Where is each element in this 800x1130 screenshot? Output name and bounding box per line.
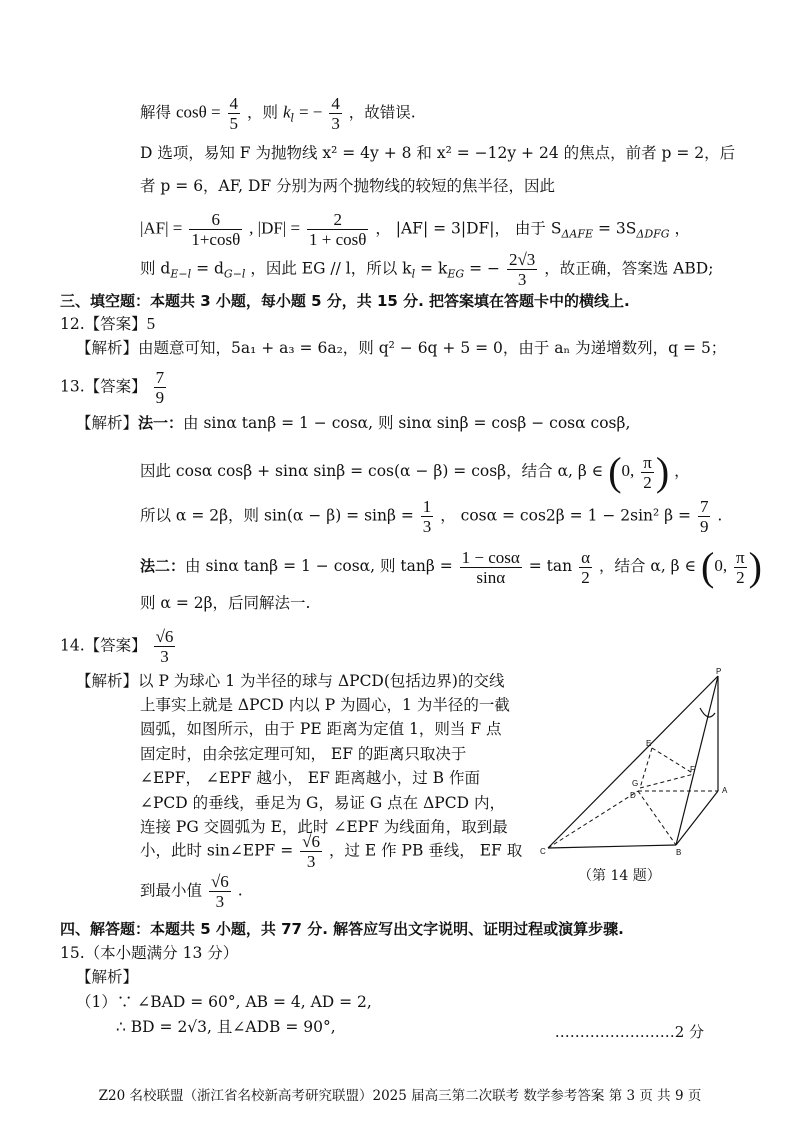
- fraction: $\frac{4}{3}$: [331, 94, 340, 133]
- text: ，结合 α, β ∈: [598, 557, 697, 575]
- q12-label: 12.【答案】: [60, 315, 147, 333]
- subscript: l: [411, 267, 416, 281]
- text: ，则: [246, 103, 278, 122]
- paren-left: (: [701, 544, 715, 589]
- edge-cd-hidden: [548, 791, 638, 848]
- segment-gf: [640, 774, 694, 788]
- fraction: $\frac{\pi}{2}$: [643, 452, 652, 492]
- text: ， cosα = cos2β = 1 − 2sin² β =: [440, 506, 692, 525]
- fraction: $\frac{√6}{3}$: [302, 832, 321, 871]
- q15-analysis-label: 【解析】: [76, 968, 139, 986]
- q14-line2: 上事实上就是 ΔPCD 内以 P 为圆心，1 为半径的一截: [140, 696, 510, 714]
- q14-line9: [140, 872, 243, 911]
- q13-method1-line2: [140, 449, 690, 494]
- d-opt-line1: [140, 94, 416, 133]
- fig-label-b: B: [676, 848, 682, 857]
- q14-figure: [540, 668, 740, 883]
- edge-cb: [548, 845, 676, 848]
- q13-label: 13.【答案】: [60, 377, 147, 396]
- text: = 3S: [597, 219, 637, 238]
- q14-label: 14.【答案】: [60, 636, 147, 655]
- q13-answer: [60, 368, 168, 407]
- d-opt-line5: [140, 250, 713, 289]
- fig-label-g: G: [632, 779, 639, 788]
- text: ，因此 EG // l，所以 k: [250, 259, 412, 278]
- subscript: l: [290, 111, 295, 125]
- q14-answer-value: $\frac{√6}{3}$: [155, 627, 174, 666]
- text: ， |AF| = 3|DF|， 由于 S: [375, 219, 562, 238]
- q15-line1: （1）∵ ∠BAD = 60°, AB = 4, AD = 2,: [76, 993, 372, 1011]
- q15-line2: ∴ BD = 2√3, 且∠ADB = 90°,: [116, 1018, 336, 1036]
- q14-line5: ∠EPF， ∠EPF 越小， EF 距离越小，过 B 作面: [140, 769, 480, 787]
- q13-answer-value: $\frac{7}{9}$: [155, 368, 165, 407]
- text: ，: [674, 462, 690, 480]
- fig-label-e: E: [646, 739, 652, 748]
- analysis-label: 【解析】: [76, 672, 139, 690]
- q14-line7: 连接 PG 交圆弧为 E，此时 ∠EPF 为线面角，取到最: [140, 818, 508, 836]
- text: 解得: [140, 103, 172, 122]
- text: = −: [469, 259, 501, 278]
- segment-eg: [640, 748, 652, 788]
- text: 由 sinα tanβ = 1 − cosα, 则 sinα sinβ = cosβ − cosα cosβ,: [183, 414, 631, 432]
- text: ，: [674, 219, 691, 238]
- fig-label-d: D: [630, 791, 636, 800]
- text: 小，此时 sin∠EPF =: [140, 841, 294, 860]
- q14-line6: ∠PCD 的垂线，垂足为 G，易证 G 点在 ΔPCD 内，: [140, 794, 505, 812]
- edge-pc: [548, 676, 718, 848]
- q12-answer: [60, 314, 155, 334]
- d-opt-line2: D 选项，易知 F 为抛物线 x² = 4y + 8 和 x² = −12y + 24 的焦点，前者 p = 2，后: [140, 144, 736, 162]
- d-opt-line3: 者 p = 6，AF, DF 分别为两个抛物线的较短的焦半径，因此: [140, 177, 556, 195]
- text: ，故错误.: [348, 103, 416, 122]
- fraction: $\frac{1 - \cos\alpha}{\sin\alpha}$: [461, 547, 520, 587]
- q15-score: ……………………2 分: [554, 1023, 704, 1041]
- text: 所以 α = 2β，则 sin(α − β) = sinβ =: [140, 506, 414, 525]
- analysis-label: 【解析】: [76, 339, 139, 357]
- q13-method1-line3: [140, 497, 722, 536]
- subscript: EG: [447, 267, 465, 281]
- fraction: $\frac{6}{1+\cos\theta}$: [191, 210, 241, 249]
- text: ，过 E 作 PB 垂线， EF 取: [328, 841, 523, 860]
- fraction: $\frac{\pi}{2}$: [736, 547, 745, 587]
- fraction: $\frac{2}{1 + \cos\theta}$: [309, 210, 367, 249]
- fraction: $\frac{7}{9}$: [699, 497, 709, 536]
- fraction: $\frac{2√3}{3}$: [508, 250, 536, 289]
- q14-line1: [76, 671, 504, 691]
- subscript: G−l: [223, 267, 246, 281]
- segment-ef: [652, 748, 694, 774]
- subscript: ΔDFG: [636, 227, 670, 241]
- math: cosθ =: [175, 102, 221, 122]
- subscript: E−l: [170, 267, 192, 281]
- page-footer: Z20 名校联盟（浙江省名校新高考研究联盟）2025 届高三第二次联考 数学参考答案 第 3 页 共 9 页: [98, 1088, 702, 1104]
- paren-right: ): [748, 544, 762, 589]
- text: 因此 cosα cosβ + sinα sinβ = cos(α − β) = cosβ，结合 α, β ∈: [140, 462, 604, 480]
- q12-answer-value: 5: [146, 314, 156, 333]
- q13-method1-line1: [76, 413, 630, 433]
- q13-method2-line2: 则 α = 2β，后同解法一.: [140, 594, 311, 612]
- paren-left: (: [608, 449, 622, 494]
- fraction: $\frac{√6}{3}$: [210, 872, 229, 911]
- q13-method2-line1: [140, 544, 762, 589]
- text: 则 d: [140, 259, 171, 278]
- text: 到最小值: [140, 881, 203, 900]
- math: 0,: [714, 556, 728, 575]
- fig-label-a: A: [722, 786, 728, 795]
- paren-right: ): [655, 449, 670, 494]
- section-3-title: 三、填空题：本题共 3 小题，每小题 5 分，共 15 分. 把答案填在答题卡中的横线上.: [60, 292, 630, 310]
- math: = −: [298, 102, 323, 122]
- method-label: 法二：: [140, 557, 186, 575]
- text: 以 P 为球心 1 为半径的球与 ΔPCD(包括边界)的交线: [138, 672, 505, 690]
- text: 由题意可知，5a₁ + a₃ = 6a₂，则 q² − 6q + 5 = 0，由于 aₙ 为递增数列，q = 5；: [138, 339, 727, 357]
- q14-line8: [140, 832, 522, 871]
- fraction: $\frac{1}{3}$: [422, 497, 432, 536]
- text: = k: [420, 259, 448, 278]
- text: .: [717, 506, 723, 525]
- math: , |DF| =: [249, 218, 301, 238]
- fig-label-f: F: [690, 765, 695, 774]
- q14-line4: 固定时，由余弦定理可知， EF 的距离只取决于: [140, 745, 467, 763]
- math: |AF| =: [140, 218, 183, 238]
- fraction: $\frac{4}{5}$: [229, 94, 239, 133]
- q14-line3: 圆弧，如图所示，由于 PE 距离为定值 1，则当 F 点: [140, 720, 502, 738]
- subscript: ΔAFE: [561, 227, 594, 241]
- math: k: [282, 102, 291, 122]
- fig-label-p: P: [716, 668, 722, 676]
- method-label: 法一：: [138, 414, 184, 432]
- arc: [700, 708, 715, 717]
- edge-db-hidden: [638, 791, 676, 845]
- fraction: $\frac{\alpha}{2}$: [581, 547, 590, 587]
- text: = d: [196, 259, 224, 278]
- q14-figure-caption: （第 14 题）: [578, 868, 661, 884]
- q14-answer: [60, 627, 177, 666]
- math: 0,: [621, 461, 635, 480]
- text: 由 sinα tanβ = 1 − cosα, 则 tanβ =: [185, 557, 453, 575]
- analysis-label: 【解析】: [76, 414, 139, 432]
- edge-pb: [676, 676, 718, 845]
- q15-header: 15.（本小题满分 13 分）: [60, 944, 239, 962]
- text: ，故正确，答案选 ABD;: [544, 259, 714, 278]
- q12-analysis: [76, 338, 726, 358]
- text: .: [237, 881, 243, 900]
- section-4-title: 四、解答题：本题共 5 小题，共 77 分. 解答应写出文字说明、证明过程或演算步骤.: [60, 920, 624, 938]
- d-opt-line4: [140, 210, 690, 249]
- text: = tan: [528, 557, 573, 575]
- fig-label-c: C: [540, 847, 546, 856]
